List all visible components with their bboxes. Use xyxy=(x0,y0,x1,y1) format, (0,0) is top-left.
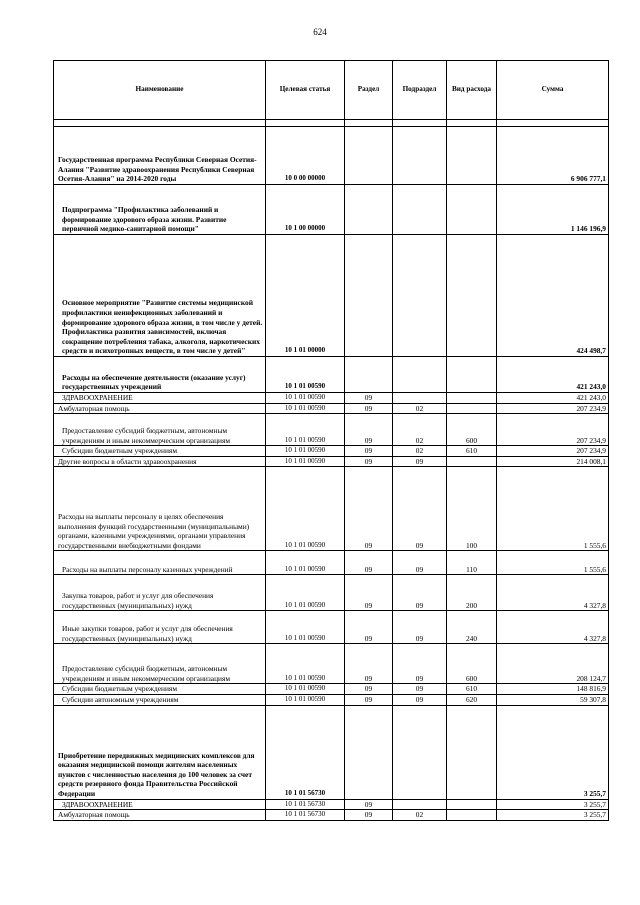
row-name: Субсидии автономным учреждениям xyxy=(54,694,266,705)
row-amount: 3 255,7 xyxy=(497,810,609,821)
row-name: Предоставление субсидий бюджетным, автономным учреждениям и иным некоммерческим организациям xyxy=(54,644,266,684)
row-expense-type: 600 xyxy=(447,644,497,684)
row-expense-type: 600 xyxy=(447,414,497,446)
row-section xyxy=(345,235,393,357)
row-name: Субсидии бюджетным учреждениям xyxy=(54,446,266,457)
table-row xyxy=(54,611,609,644)
row-subsection: 09 xyxy=(393,467,447,551)
row-section xyxy=(345,185,393,235)
row-target: 10 1 01 00000 xyxy=(266,235,345,357)
row-target: 10 1 01 00590 xyxy=(266,456,345,467)
row-target: 10 1 01 00590 xyxy=(266,551,345,575)
row-amount: 207 234,9 xyxy=(497,414,609,446)
table-row xyxy=(54,684,609,695)
row-amount: 1 555,6 xyxy=(497,551,609,575)
row-section: 09 xyxy=(345,414,393,446)
row-section: 09 xyxy=(345,446,393,457)
table-row xyxy=(54,235,609,357)
row-target: 10 1 01 00590 xyxy=(266,694,345,705)
row-section xyxy=(345,357,393,393)
row-name: Расходы на выплаты персоналу в целях обеспечения выполнения функций государственными (муниципальными) органами, казенными учреждениями, органами управления государственными внебюджетными фондами xyxy=(54,467,266,551)
row-section: 09 xyxy=(345,467,393,551)
header-name: Наименование xyxy=(54,61,266,120)
row-expense-type: 110 xyxy=(447,551,497,575)
row-name: Приобретение передвижных медицинских комплексов для оказания медицинской помощи жителям населенных пунктов с численностью населения до 100 человек за счет средств резервного фонда Правительства Российской Федерации xyxy=(54,705,266,799)
table-row xyxy=(54,575,609,611)
row-subsection xyxy=(393,357,447,393)
row-expense-type xyxy=(447,185,497,235)
row-name: Закупка товаров, работ и услуг для обеспечения государственных (муниципальных) нужд xyxy=(54,575,266,611)
row-subsection xyxy=(393,185,447,235)
table-row xyxy=(54,357,609,393)
table-row xyxy=(54,446,609,457)
row-subsection: 02 xyxy=(393,414,447,446)
row-section: 09 xyxy=(345,456,393,467)
row-amount: 4 327,8 xyxy=(497,575,609,611)
row-target: 10 1 01 00590 xyxy=(266,393,345,404)
header-target: Целевая статья xyxy=(266,61,345,120)
header-row xyxy=(54,61,609,120)
spacer-row xyxy=(54,120,609,127)
row-name: Предоставление субсидий бюджетным, автономным учреждениям и иным некоммерческим организациям xyxy=(54,414,266,446)
row-subsection xyxy=(393,799,447,810)
row-section: 09 xyxy=(345,551,393,575)
row-target: 10 1 01 00590 xyxy=(266,644,345,684)
row-expense-type: 620 xyxy=(447,694,497,705)
row-target: 10 1 01 00590 xyxy=(266,684,345,695)
row-expense-type xyxy=(447,456,497,467)
row-subsection xyxy=(393,235,447,357)
row-section: 09 xyxy=(345,684,393,695)
row-expense-type xyxy=(447,403,497,414)
table-row xyxy=(54,467,609,551)
row-subsection xyxy=(393,127,447,185)
header-subsection: Подраздел xyxy=(393,61,447,120)
table-row xyxy=(54,393,609,404)
row-amount: 421 243,0 xyxy=(497,357,609,393)
page-number: 624 xyxy=(313,27,327,37)
row-expense-type: 240 xyxy=(447,611,497,644)
row-subsection: 09 xyxy=(393,551,447,575)
row-name: ЗДРАВООХРАНЕНИЕ xyxy=(54,393,266,404)
table-row xyxy=(54,185,609,235)
row-section xyxy=(345,705,393,799)
row-subsection: 09 xyxy=(393,611,447,644)
row-subsection: 09 xyxy=(393,644,447,684)
row-name: Подпрограмма "Профилактика заболеваний и формирование здорового образа жизни. Развитие первичной медико-санитарной помощи" xyxy=(54,185,266,235)
row-amount: 59 307,8 xyxy=(497,694,609,705)
header-amount: Сумма xyxy=(497,61,609,120)
row-amount: 1 555,6 xyxy=(497,467,609,551)
row-target: 10 1 00 00000 xyxy=(266,185,345,235)
row-amount: 424 498,7 xyxy=(497,235,609,357)
row-name: Другие вопросы в области здравоохранения xyxy=(54,456,266,467)
row-target: 10 1 01 00590 xyxy=(266,414,345,446)
row-expense-type xyxy=(447,235,497,357)
row-target: 10 0 00 00000 xyxy=(266,127,345,185)
row-expense-type: 200 xyxy=(447,575,497,611)
row-target: 10 1 01 00590 xyxy=(266,575,345,611)
row-expense-type xyxy=(447,393,497,404)
table-row xyxy=(54,810,609,821)
row-target: 10 1 01 56730 xyxy=(266,810,345,821)
row-subsection: 09 xyxy=(393,456,447,467)
row-section: 09 xyxy=(345,644,393,684)
table-row xyxy=(54,403,609,414)
row-amount: 3 255,7 xyxy=(497,799,609,810)
row-expense-type xyxy=(447,799,497,810)
row-name: Амбулаторная помощь xyxy=(54,403,266,414)
row-name: ЗДРАВООХРАНЕНИЕ xyxy=(54,799,266,810)
row-subsection: 09 xyxy=(393,575,447,611)
table-row xyxy=(54,551,609,575)
header-expense-type: Вид расхода xyxy=(447,61,497,120)
row-target: 10 1 01 56730 xyxy=(266,705,345,799)
row-amount: 207 234,9 xyxy=(497,446,609,457)
row-amount: 207 234,9 xyxy=(497,403,609,414)
row-subsection: 02 xyxy=(393,446,447,457)
row-name: Расходы на обеспечение деятельности (оказание услуг) государственных учреждений xyxy=(54,357,266,393)
row-target: 10 1 01 00590 xyxy=(266,357,345,393)
row-expense-type xyxy=(447,705,497,799)
row-expense-type: 610 xyxy=(447,446,497,457)
table-row xyxy=(54,705,609,799)
row-subsection: 02 xyxy=(393,403,447,414)
row-target: 10 1 01 56730 xyxy=(266,799,345,810)
row-section xyxy=(345,127,393,185)
row-section: 09 xyxy=(345,694,393,705)
row-target: 10 1 01 00590 xyxy=(266,467,345,551)
table-row xyxy=(54,644,609,684)
row-target: 10 1 01 00590 xyxy=(266,403,345,414)
table-row xyxy=(54,127,609,185)
table-row xyxy=(54,694,609,705)
row-name: Основное мероприятие "Развитие системы медицинской профилактики неинфекционных заболеваний и формирование здорового образа жизни, в том числе у детей. Профилактика развития зависимостей, включая сокращение потребления табака, алкоголя, наркотических средств и психотропных веществ, в том числе у детей" xyxy=(54,235,266,357)
budget-table xyxy=(53,60,609,821)
row-target: 10 1 01 00590 xyxy=(266,446,345,457)
table-row xyxy=(54,414,609,446)
row-section: 09 xyxy=(345,575,393,611)
table-row xyxy=(54,456,609,467)
row-amount: 148 816,9 xyxy=(497,684,609,695)
row-subsection xyxy=(393,393,447,404)
row-section: 09 xyxy=(345,403,393,414)
row-amount: 214 008,1 xyxy=(497,456,609,467)
row-expense-type xyxy=(447,810,497,821)
row-target: 10 1 01 00590 xyxy=(266,611,345,644)
row-subsection: 09 xyxy=(393,694,447,705)
row-amount: 3 255,7 xyxy=(497,705,609,799)
row-subsection: 02 xyxy=(393,810,447,821)
row-expense-type: 100 xyxy=(447,467,497,551)
row-name: Государственная программа Республики Северная Осетия-Алания "Развитие здравоохранения Республики Северная Осетия-Алания" на 2014-2020 годы xyxy=(54,127,266,185)
row-expense-type: 610 xyxy=(447,684,497,695)
row-subsection: 09 xyxy=(393,684,447,695)
row-expense-type xyxy=(447,357,497,393)
row-amount: 421 243,0 xyxy=(497,393,609,404)
row-name: Амбулаторная помощь xyxy=(54,810,266,821)
row-section: 09 xyxy=(345,611,393,644)
row-expense-type xyxy=(447,127,497,185)
row-amount: 4 327,8 xyxy=(497,611,609,644)
row-amount: 1 146 196,9 xyxy=(497,185,609,235)
row-name: Субсидии бюджетным учреждениям xyxy=(54,684,266,695)
row-section: 09 xyxy=(345,799,393,810)
row-name: Расходы на выплаты персоналу казенных учреждений xyxy=(54,551,266,575)
row-subsection xyxy=(393,705,447,799)
row-section: 09 xyxy=(345,810,393,821)
table-row xyxy=(54,799,609,810)
row-section: 09 xyxy=(345,393,393,404)
row-amount: 6 906 777,1 xyxy=(497,127,609,185)
row-name: Иные закупки товаров, работ и услуг для обеспечения государственных (муниципальных) нужд xyxy=(54,611,266,644)
row-amount: 208 124,7 xyxy=(497,644,609,684)
header-section: Раздел xyxy=(345,61,393,120)
